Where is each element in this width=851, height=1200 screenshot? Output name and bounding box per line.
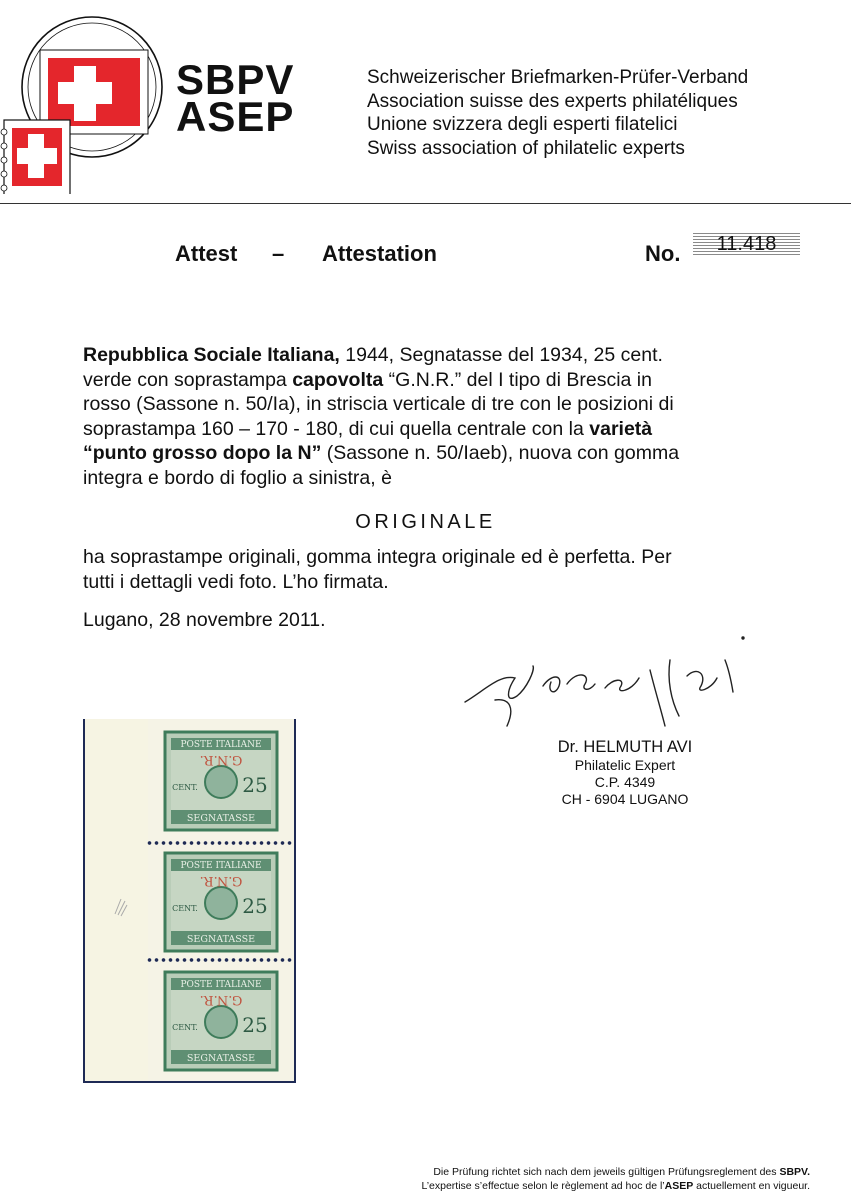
stamp-overprint-text: G.N.R. <box>199 992 243 1007</box>
stamp-1 <box>151 724 291 835</box>
stamp-top-text: POSTE ITALIANE <box>180 861 262 871</box>
association-names <box>367 66 748 160</box>
certificate-number: 11.418 <box>693 233 800 257</box>
sheet-margin <box>85 719 148 1081</box>
verdict-originale: ORIGINALE <box>355 511 496 533</box>
signer-title: Philatelic Expert <box>574 757 676 773</box>
desc-line-5b: , nuova con gomma <box>507 442 680 464</box>
brand-asep: ASEP <box>176 93 295 140</box>
stamp-strip <box>148 719 294 1081</box>
assoc-it: Unione svizzera degli esperti filatelici <box>367 114 678 135</box>
stamp-2 <box>151 845 291 956</box>
stamp-overprint-text: G.N.R. <box>199 873 243 888</box>
title-dash: – <box>272 241 285 266</box>
desc-line-6: integra e bordo di foglio a sinistra, è <box>83 466 392 489</box>
desc-line-4a: soprastampa 160 – 170 - 180, di cui quella centrale con la <box>83 417 590 440</box>
stamp-value-text: 25 <box>242 1013 268 1037</box>
place-date: Lugano, 28 novembre 2011. <box>83 609 326 631</box>
desc-line-2b: “G.N.R.” del I tipo di Brescia in <box>383 368 652 391</box>
country-name: Repubblica Sociale Italiana, <box>83 344 340 366</box>
stamp-strip-photo <box>83 719 296 1083</box>
stamp-cent-text: CENT. <box>172 783 198 792</box>
handwritten-signature <box>455 630 755 740</box>
footer-fr: L’expertise s’effectue selon le règlement ad hoc de l’ASEP actuellement en vigueur. <box>421 1180 810 1192</box>
signer-city: CH - 6904 LUGANO <box>561 791 689 807</box>
brand-sbpv: SBPV <box>176 56 295 103</box>
stamp-value-text: 25 <box>242 773 268 797</box>
desc-inverted: capovolta <box>292 368 384 391</box>
header-divider <box>0 203 851 204</box>
desc-line-5a: (Sassone n. 50/Iaeb) <box>321 442 508 464</box>
stamp-bottom-text: SEGNATASSE <box>186 813 256 824</box>
certificate-description <box>83 343 823 490</box>
brand-wordmark <box>176 56 295 140</box>
desc-line-2a: verde con soprastampa <box>83 368 293 391</box>
desc-variety-name: “punto grosso dopo la N” <box>83 442 322 464</box>
desc-line-1: 1944, Segnatasse del 1934, 25 cent. <box>339 344 663 366</box>
assoc-en: Swiss association of philatelic experts <box>367 137 685 159</box>
condition-line-2: tutti i dettagli vedi foto. L’ho firmata. <box>83 570 389 593</box>
desc-variety: varietà <box>589 417 653 440</box>
stamp-bottom-text: SEGNATASSE <box>186 1053 256 1064</box>
stamp-value-text: 25 <box>242 894 268 918</box>
assoc-de: Schweizerischer Briefmarken-Prüfer-Verband <box>367 67 749 88</box>
condition-line-1: ha soprastampe originali, gomma integra originale ed è perfetta. Per <box>83 546 672 568</box>
sbpv-logo <box>0 14 175 194</box>
perforation-row <box>146 958 296 962</box>
footer-regulation <box>330 1165 810 1193</box>
stamp-overprint-text: G.N.R. <box>199 752 243 767</box>
stamp-cent-text: CENT. <box>172 904 198 913</box>
swiss-cross-stamp-icon <box>0 14 175 194</box>
title-attest: Attest <box>175 241 238 266</box>
title-attestation: Attestation <box>322 241 437 266</box>
signer-name: Dr. HELMUTH AVI <box>557 738 693 756</box>
signer-box: C.P. 4349 <box>594 774 656 790</box>
desc-line-3: rosso (Sassone n. 50/Ia), in striscia verticale di tre con le posizioni di <box>83 393 674 415</box>
signer-block <box>505 738 745 808</box>
stamp-bottom-text: SEGNATASSE <box>186 934 256 945</box>
stamp-top-text: POSTE ITALIANE <box>180 740 262 750</box>
condition-text <box>83 545 823 594</box>
assoc-fr: Association suisse des experts philatéliques <box>367 90 738 112</box>
stamp-top-text: POSTE ITALIANE <box>180 980 262 990</box>
stamp-3 <box>151 964 291 1075</box>
stamp-cent-text: CENT. <box>172 1023 198 1032</box>
footer-de: Die Prüfung richtet sich nach dem jeweils gültigen Prüfungsreglement des SBPV. <box>433 1166 810 1178</box>
certificate-number-label: No. <box>645 241 681 266</box>
